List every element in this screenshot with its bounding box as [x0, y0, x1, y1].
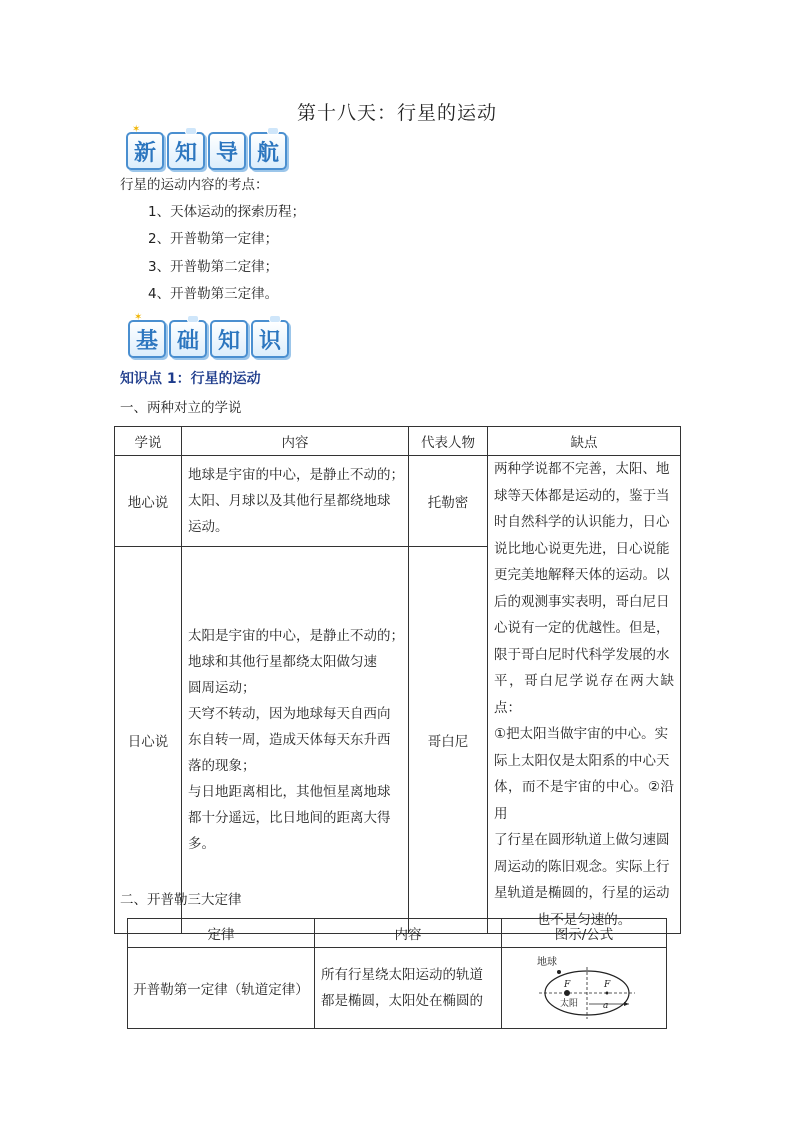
table-header: 图示/公式	[502, 919, 667, 948]
drawback-line: 体，而不是宇宙的中心。②沿用	[494, 779, 674, 822]
theory-name: 地心说	[115, 456, 182, 547]
theory-content	[182, 547, 409, 934]
content-line: 地球和其他行星都绕太阳做匀速	[188, 654, 377, 671]
drawback-line: 限于哥白尼时代科学发展的水	[494, 646, 670, 663]
drawback-line: 际上太阳仅是太阳系的中心天	[494, 752, 670, 769]
drawback-cell	[488, 456, 681, 934]
basic-knowledge-badge	[128, 312, 289, 358]
exam-point: 4、开普勒第三定律。	[148, 286, 279, 302]
content-line: 地球是宇宙的中心，是静止不动的；	[188, 467, 404, 484]
badge-char: ✶ 基	[128, 320, 166, 358]
drawback-line: 周运动的陈旧观念。实际上行	[494, 858, 670, 875]
content-line: 所有行星绕太阳运动的轨道	[321, 967, 483, 983]
law-content	[315, 948, 502, 1029]
drawback-line: 更完美地解释天体的运动。以	[494, 567, 670, 583]
new-knowledge-badge	[126, 124, 287, 170]
section-heading: 一、两种对立的学说	[120, 400, 242, 416]
law-name: 开普勒第一定律（轨道定律）	[128, 948, 315, 1029]
drawback-line: 球等天体都是运动的，鉴于当	[494, 487, 670, 504]
drawback-line: 时自然科学的认识能力，日心	[494, 514, 670, 530]
arrow-head	[624, 1002, 629, 1006]
content-line: 都十分遥远，比日地间的距离大得	[188, 810, 391, 827]
exam-point: 3、开普勒第二定律；	[148, 259, 279, 275]
knowledge-point-heading: 知识点 1：行星的运动	[120, 371, 261, 387]
content-line: 落的现象；	[188, 758, 256, 775]
badge-char: 础	[169, 320, 207, 358]
focus-label: F	[564, 980, 571, 990]
table-row	[115, 456, 681, 547]
drawback-line: 了行星在圆形轨道上做匀速圆	[494, 832, 670, 848]
intro-text: 行星的运动内容的考点：	[120, 177, 269, 193]
theories-table	[114, 426, 681, 934]
sun-focus-dot	[564, 990, 570, 996]
content-line: 与日地距离相比，其他恒星离地球	[188, 784, 391, 801]
representative: 哥白尼	[409, 547, 488, 934]
content-line: 运动。	[188, 519, 229, 536]
drawback-line: 后的观测事实表明，哥白尼日	[494, 593, 670, 610]
badge-char: 导	[208, 132, 246, 170]
table-header: 学说	[115, 427, 182, 456]
table-header-row	[128, 919, 667, 948]
content-line: 太阳、月球以及其他行星都绕地球	[188, 493, 391, 510]
drawback-line: 心说有一定的优越性。但是，	[494, 620, 670, 636]
content-line: 天穹不转动，因为地球每天自西向	[188, 706, 391, 723]
content-line: 东自转一周，造成天体每天东升西	[188, 732, 391, 749]
table-header: 内容	[182, 427, 409, 456]
badge-char: 知	[167, 132, 205, 170]
theory-content	[182, 456, 409, 547]
focus-label: F	[604, 980, 611, 990]
badge-char: 航	[249, 132, 287, 170]
content-line: 太阳是宇宙的中心，是静止不动的；	[188, 628, 404, 645]
elliptical-orbit-diagram	[529, 953, 639, 1023]
badge-char: ✶ 新	[126, 132, 164, 170]
badge-char: 知	[210, 320, 248, 358]
law-diagram-cell	[502, 948, 667, 1029]
kepler-laws-table	[127, 918, 667, 1029]
drawback-line: 说比地心说更先进，日心说能	[494, 540, 670, 557]
table-header: 定律	[128, 919, 315, 948]
drawback-line: 星轨道是椭圆的，行星的运动	[494, 885, 670, 901]
drawback-line: 也不是匀速的。	[536, 911, 632, 928]
earth-label: 地球	[537, 957, 557, 968]
table-header: 内容	[315, 919, 502, 948]
drawback-line: 平，哥白尼学说存在两大缺点：	[494, 673, 674, 716]
theory-name: 日心说	[115, 547, 182, 934]
second-focus-dot	[606, 992, 609, 995]
sun-label: 太阳	[560, 999, 579, 1009]
page-title: 第十八天：行星的运动	[296, 102, 497, 124]
earth-dot	[557, 970, 561, 974]
table-header: 代表人物	[409, 427, 488, 456]
drawback-line: ①把太阳当做宇宙的中心。实	[494, 726, 669, 742]
semi-major-label: a	[603, 1001, 609, 1011]
exam-point: 2、开普勒第一定律；	[148, 231, 279, 247]
content-line: 圆周运动；	[188, 680, 256, 697]
badge-char: 识	[251, 320, 289, 358]
table-header-row	[115, 427, 681, 456]
representative: 托勒密	[409, 456, 488, 547]
drawback-line: 两种学说都不完善，太阳、地	[494, 461, 670, 477]
exam-point: 1、天体运动的探索历程；	[148, 204, 306, 220]
content-line: 都是椭圆，太阳处在椭圆的	[321, 993, 483, 1009]
table-header: 缺点	[488, 427, 681, 456]
content-line: 多。	[188, 836, 215, 853]
table-row	[128, 948, 667, 1029]
section-heading: 二、开普勒三大定律	[120, 892, 242, 908]
